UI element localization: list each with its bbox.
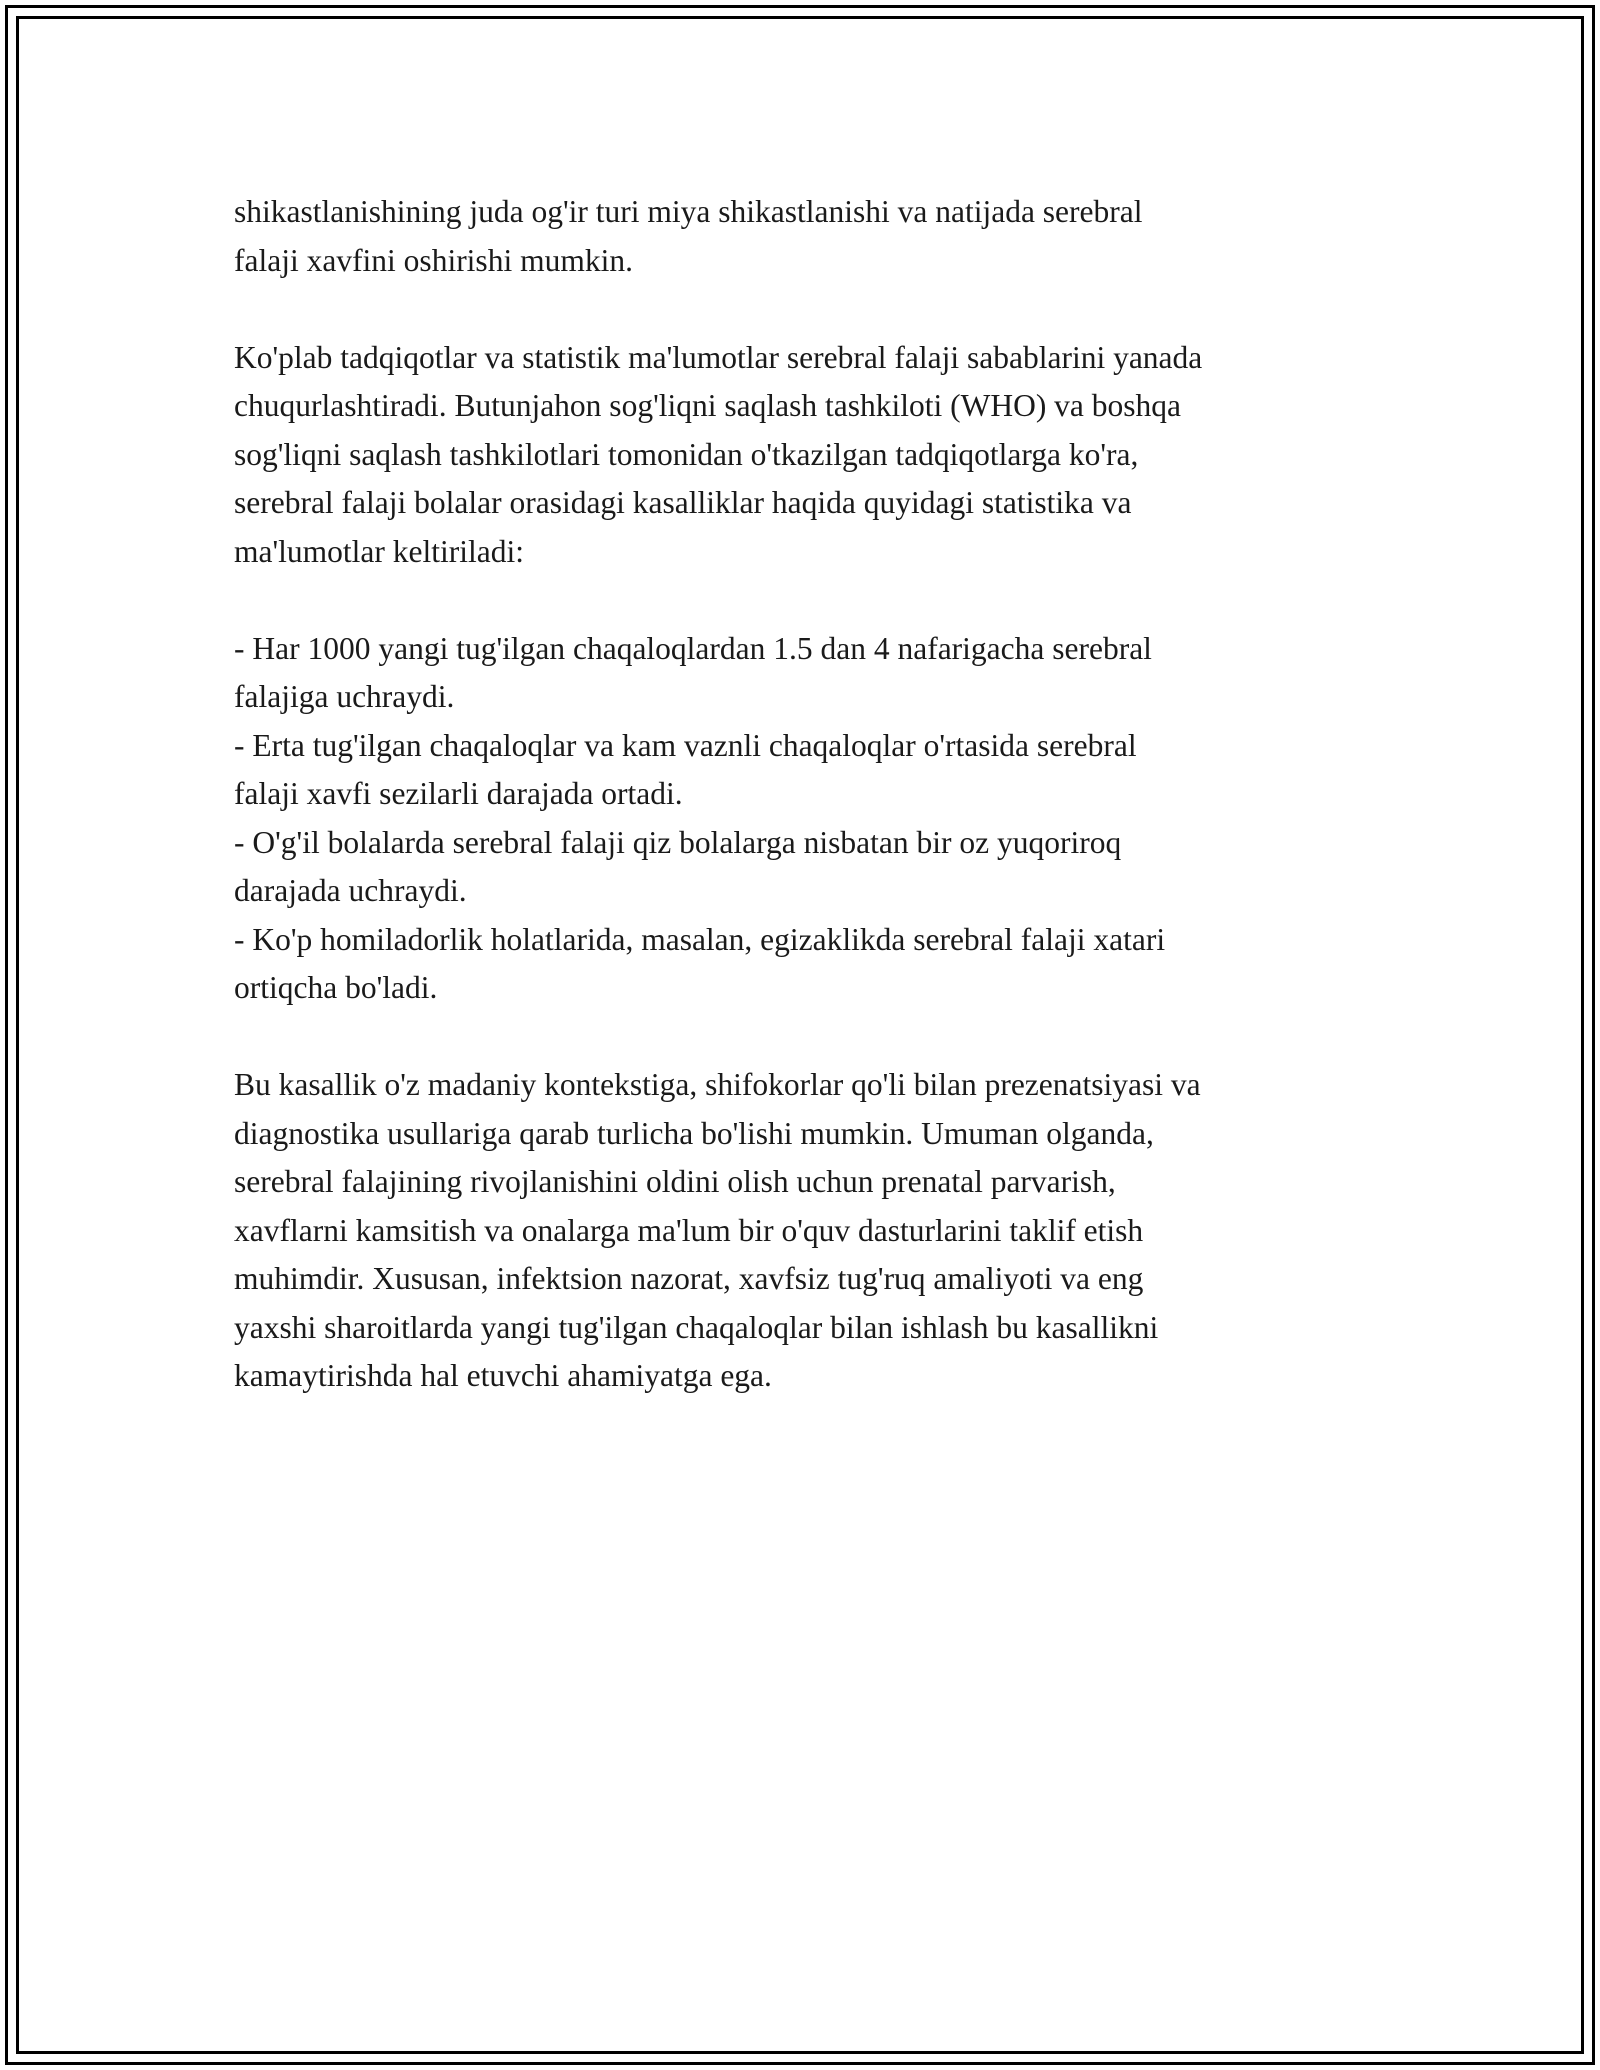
text-line: yaxshi sharoitlarda yangi tug'ilgan chaqaloqlar bilan ishlash bu kasallikni	[234, 1309, 1159, 1345]
text-line: Bu kasallik o'z madaniy kontekstiga, shifokorlar qo'li bilan prezenatsiyasi va	[234, 1067, 1201, 1102]
text-line: sog'liqni saqlash tashkilotlari tomonidan o'tkazilgan tadqiqotlarga ko'ra,	[234, 436, 1139, 472]
list-item-line: - Ko'p homiladorlik holatlarida, masalan, egizaklikda serebral falaji xatari	[234, 921, 1166, 957]
text-line: serebral falajining rivojlanishini oldini olish uchun prenatal parvarish,	[234, 1164, 1116, 1199]
list-item-line: falajiga uchraydi.	[234, 679, 455, 714]
text-line: diagnostika usullariga qarab turlicha bo'lishi mumkin. Umuman olganda,	[234, 1115, 1154, 1151]
list-item-line: - Erta tug'ilgan chaqaloqlar va kam vaznli chaqaloqlar o'rtasida serebral	[234, 727, 1137, 763]
paragraph-4	[234, 1061, 1404, 1401]
document-body	[234, 188, 1404, 1449]
text-line: falaji xavfini oshirishi mumkin.	[234, 242, 633, 278]
text-line: serebral falaji bolalar orasidagi kasalliklar haqida quyidagi statistika va	[234, 485, 1132, 520]
text-line: kamaytirishda hal etuvchi ahamiyatga ega.	[234, 1358, 772, 1393]
paragraph-2	[234, 334, 1404, 577]
text-line: chuqurlashtiradi. Butunjahon sog'liqni saqlash tashkiloti (WHO) va boshqa	[234, 388, 1182, 423]
list-item-line: darajada uchraydi.	[234, 873, 467, 908]
text-line: shikastlanishining juda og'ir turi miya shikastlanishi va natijada serebral	[234, 194, 1143, 229]
list-item-line: - Har 1000 yangi tug'ilgan chaqaloqlardan 1.5 dan 4 nafarigacha serebral	[234, 630, 1152, 666]
text-line: muhimdir. Xususan, infektsion nazorat, xavfsiz tug'ruq amaliyoti va eng	[234, 1261, 1144, 1296]
text-line: xavflarni kamsitish va onalarga ma'lum bir o'quv dasturlarini taklif etish	[234, 1212, 1144, 1248]
text-line: ma'lumotlar keltiriladi:	[234, 533, 524, 569]
text-line: Ko'plab tadqiqotlar va statistik ma'lumotlar serebral falaji sabablarini yanada	[234, 339, 1203, 375]
list-item-line: falaji xavfi sezilarli darajada ortadi.	[234, 776, 683, 811]
list-item-line: ortiqcha bo'ladi.	[234, 970, 438, 1005]
list-item-line: - O'g'il bolalarda serebral falaji qiz bolalarga nisbatan bir oz yuqoriroq	[234, 824, 1122, 860]
paragraph-1	[234, 188, 1404, 285]
paragraph-3-statistics-list	[234, 625, 1404, 1013]
